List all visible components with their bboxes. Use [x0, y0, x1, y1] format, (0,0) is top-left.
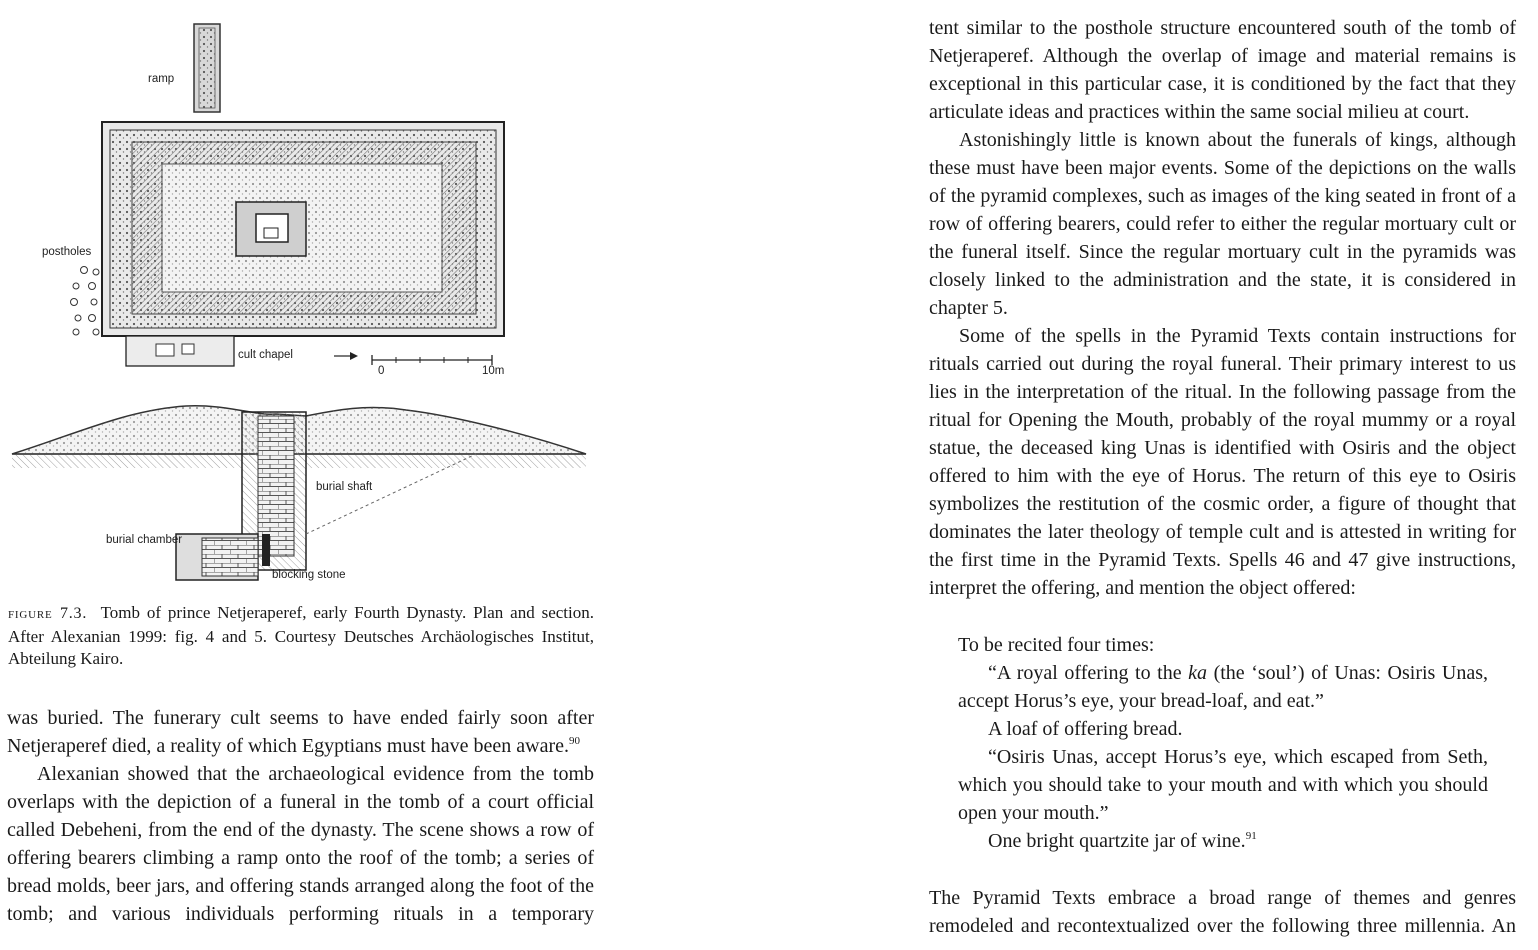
block-quote	[958, 631, 1488, 855]
section-view	[12, 406, 586, 581]
label-ramp: ramp	[148, 73, 175, 85]
cult-chapel-shape	[126, 336, 234, 366]
paragraph-text: was buried. The funerary cult seems to have ended fairly soon after Netjeraperef died, a reality of which Egyptians must have been aware.	[7, 707, 594, 757]
quote-text: One bright quartzite jar of wine.	[988, 830, 1246, 852]
quote-line	[958, 659, 1488, 715]
blocking-stone-shape	[262, 534, 270, 566]
quote-text: “A royal offering to the	[988, 662, 1189, 684]
right-column	[929, 14, 1516, 940]
figure-caption	[8, 602, 594, 671]
scale-bar	[372, 355, 492, 365]
quote-text: (the ‘soul’) of Unas: Osiris Unas, accept Horus’s eye, your bread-loaf, and eat.”	[958, 662, 1488, 712]
tomb-plan-and-section	[6, 14, 596, 594]
quote-line	[958, 827, 1488, 855]
paragraph: Alexanian showed that the archaeological evidence from the tomb overlaps with the depiction of a funeral in the tomb of a court official called Debeheni, from the end of the dynasty. The scene shows a row of offering bearers climbing a ramp onto the roof of the tomb; a series of bread molds, beer jars, and offering stands arranged along the foot of the tomb; and various individuals performing rituals in a temporary	[7, 763, 594, 925]
paragraph: Some of the spells in the Pyramid Texts contain instructions for rituals carried out during the royal funeral. Their primary interest to us lies in the interpretation of the ritual. In the following passage from the ritual for Opening the Mouth, probably of the royal mummy or a royal statue, the deceased king Unas is identified with Osiris and the object offered to him with the eye of Horus. The return of this eye to Osiris symbolizes the restitution of the cosmic order, a figure of thought that dominates the later theology of temple cult and is attested in writing for the first time in the Pyramid Texts. Spells 46 and 47 give instructions, interpret the offering, and mention the object offered:	[929, 325, 1516, 599]
paragraph: Astonishingly little is known about the funerals of kings, although these must have been major events. Some of the depictions on the walls of the pyramid complexes, such as images of the king seated in front of a row of offering bearers, could refer to either the regular mortuary cult or the funeral itself. Since the regular mortuary cult in the pyramids was closely linked to the administration and the state, it is considered in chapter 5.	[929, 129, 1516, 319]
label-cult-chapel: cult chapel	[238, 349, 293, 361]
caption-label: figure 7.3.	[8, 605, 88, 622]
paragraph: The Pyramid Texts embrace a broad range of themes and genres remodeled and recontextualized over the following three millennia. An	[929, 887, 1516, 937]
figure-7-3-drawing	[6, 14, 596, 594]
label-scale-end: 10m	[482, 365, 505, 377]
quote-line: To be recited four times:	[958, 634, 1155, 656]
left-column	[7, 704, 594, 928]
label-burial-chamber: burial chamber	[106, 534, 183, 546]
plan-view	[42, 24, 504, 377]
label-blocking-stone: blocking stone	[272, 569, 346, 581]
label-postholes: postholes	[42, 246, 92, 258]
caption-text: Tomb of prince Netjeraperef, early Fourth Dynasty. Plan and section. After Alexanian 1999: fig. 4 and 5. Courtesy Deutsches Archäologisches Institut, Abteilung Kairo.	[8, 603, 594, 668]
label-scale-zero: 0	[378, 365, 385, 377]
label-burial-shaft: burial shaft	[316, 481, 373, 493]
paragraph: tent similar to the posthole structure encountered south of the tomb of Netjeraperef. Although the overlap of image and material remains is exceptional in this particular case, it is conditioned by the fact that they articulate ideas and practices within the same social milieu at court.	[929, 17, 1516, 123]
quote-italic: ka	[1188, 662, 1208, 684]
postholes-marks	[71, 267, 100, 336]
paragraph	[7, 704, 594, 760]
quote-line: “Osiris Unas, accept Horus’s eye, which escaped from Seth, which you should take to your mouth and with which you should open your mouth.”	[958, 746, 1488, 824]
footnote-ref[interactable]: 91	[1245, 830, 1257, 842]
footnote-ref[interactable]: 90	[568, 735, 580, 747]
quote-line: A loaf of offering bread.	[988, 718, 1183, 740]
